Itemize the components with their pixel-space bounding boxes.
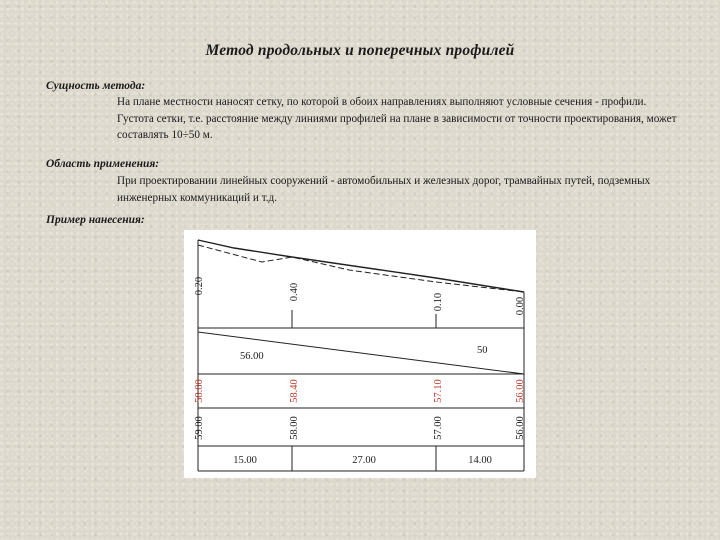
ground-elevation-4: 56.00: [515, 416, 526, 440]
slope-length-label: 56.00: [240, 351, 264, 362]
distance-3: 14.00: [468, 455, 492, 466]
distance-1: 15.00: [233, 455, 257, 466]
working-mark-4: 0.00: [515, 296, 526, 316]
section-text-essence: На плане местности наносят сетку, по которой в обоих направлениях выполняют условные сечения - профили. Густота сетки, т.е. расстояние между линиями профилей на плане в зависимости от точности проектирования, может составлять 10÷50 м.: [117, 96, 677, 141]
slope-label: 50: [477, 345, 488, 356]
working-mark-3: 0.10: [433, 292, 444, 312]
working-mark-2: 0.40: [289, 282, 300, 302]
section-heading-essence: Сущность метода:: [46, 80, 146, 92]
design-elevation-2: 58.40: [289, 379, 300, 403]
ground-elevation-1: 59.00: [194, 416, 205, 440]
section-heading-application: Область применения:: [46, 158, 160, 170]
ground-elevation-3: 57.00: [433, 416, 444, 440]
design-elevation-3: 57.10: [433, 379, 444, 403]
design-elevation-1: 58.80: [194, 379, 205, 403]
ground-elevation-2: 58.00: [289, 416, 300, 440]
section-heading-example: Пример нанесения:: [46, 214, 145, 226]
design-elevation-4: 56.00: [515, 379, 526, 403]
profile-figure: [184, 230, 536, 478]
page-title: Метод продольных и поперечных профилей: [205, 42, 515, 59]
distance-2: 27.00: [352, 455, 376, 466]
working-mark-1: 0.20: [194, 276, 205, 296]
section-text-application: При проектировании линейных сооружений - автомобильных и железных дорог, трамвайных путей, подземных инженерных коммуникаций и т.д.: [117, 175, 651, 204]
